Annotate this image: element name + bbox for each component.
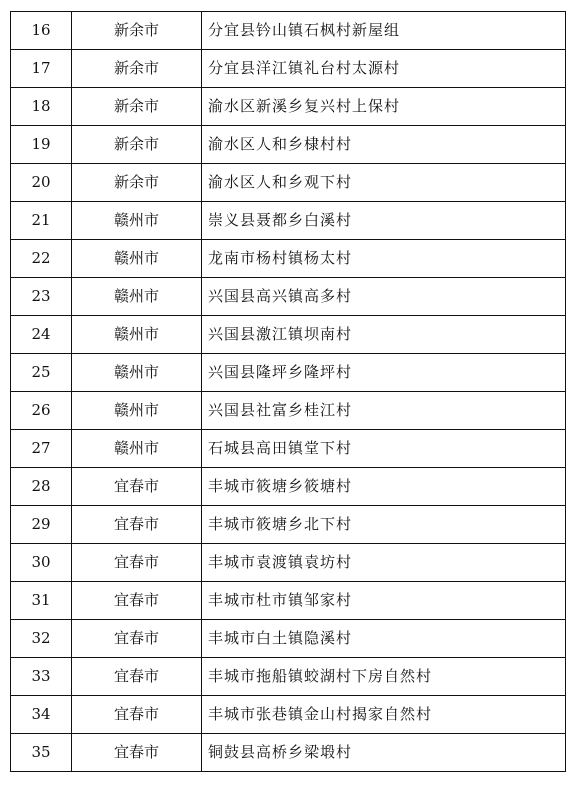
table-row: [11, 658, 566, 696]
village-cell: 丰城市拖船镇蛟湖村下房自然村: [202, 658, 566, 696]
village-cell: 兴国县高兴镇高多村: [202, 278, 566, 316]
table-row: [11, 506, 566, 544]
village-cell: 铜鼓县高桥乡梁塅村: [202, 734, 566, 772]
row-number-cell: 30: [11, 544, 72, 582]
row-number-cell: 33: [11, 658, 72, 696]
table-row: [11, 202, 566, 240]
row-number-cell: 18: [11, 88, 72, 126]
village-cell: 兴国县激江镇坝南村: [202, 316, 566, 354]
row-number-cell: 29: [11, 506, 72, 544]
table-row: [11, 734, 566, 772]
village-cell: 石城县高田镇堂下村: [202, 430, 566, 468]
village-cell: 丰城市袁渡镇袁坊村: [202, 544, 566, 582]
city-cell: 赣州市: [72, 430, 202, 468]
city-cell: 新余市: [72, 164, 202, 202]
row-number-cell: 35: [11, 734, 72, 772]
table-row: [11, 544, 566, 582]
city-cell: 宜春市: [72, 658, 202, 696]
table-row: [11, 392, 566, 430]
row-number-cell: 22: [11, 240, 72, 278]
city-cell: 赣州市: [72, 354, 202, 392]
row-number-cell: 32: [11, 620, 72, 658]
village-cell: 分宜县洋江镇礼台村太源村: [202, 50, 566, 88]
village-cell: 兴国县社富乡桂江村: [202, 392, 566, 430]
village-cell: 龙南市杨村镇杨太村: [202, 240, 566, 278]
city-cell: 新余市: [72, 12, 202, 50]
table-row: [11, 582, 566, 620]
village-cell: 崇义县聂都乡白溪村: [202, 202, 566, 240]
village-cell: 丰城市白土镇隐溪村: [202, 620, 566, 658]
city-cell: 赣州市: [72, 316, 202, 354]
table-row: [11, 354, 566, 392]
table-row: [11, 164, 566, 202]
village-cell: 丰城市杜市镇邹家村: [202, 582, 566, 620]
table-row: [11, 696, 566, 734]
row-number-cell: 21: [11, 202, 72, 240]
village-cell: 丰城市筱塘乡筱塘村: [202, 468, 566, 506]
city-cell: 新余市: [72, 50, 202, 88]
city-cell: 宜春市: [72, 506, 202, 544]
village-cell: 渝水区人和乡观下村: [202, 164, 566, 202]
city-cell: 宜春市: [72, 582, 202, 620]
table-row: [11, 88, 566, 126]
village-table-container: [10, 11, 565, 772]
city-cell: 宜春市: [72, 620, 202, 658]
table-row: [11, 316, 566, 354]
village-cell: 丰城市张巷镇金山村揭家自然村: [202, 696, 566, 734]
table-row: [11, 468, 566, 506]
table-row: [11, 50, 566, 88]
table-row: [11, 430, 566, 468]
row-number-cell: 19: [11, 126, 72, 164]
village-cell: 渝水区新溪乡复兴村上保村: [202, 88, 566, 126]
row-number-cell: 27: [11, 430, 72, 468]
city-cell: 赣州市: [72, 202, 202, 240]
village-cell: 分宜县钤山镇石枫村新屋组: [202, 12, 566, 50]
table-row: [11, 620, 566, 658]
city-cell: 新余市: [72, 88, 202, 126]
table-row: [11, 126, 566, 164]
table-row: [11, 278, 566, 316]
village-list-table: [10, 11, 566, 772]
row-number-cell: 26: [11, 392, 72, 430]
row-number-cell: 31: [11, 582, 72, 620]
table-body: [11, 12, 566, 772]
row-number-cell: 28: [11, 468, 72, 506]
city-cell: 宜春市: [72, 734, 202, 772]
row-number-cell: 20: [11, 164, 72, 202]
city-cell: 宜春市: [72, 696, 202, 734]
village-cell: 兴国县隆坪乡隆坪村: [202, 354, 566, 392]
city-cell: 新余市: [72, 126, 202, 164]
row-number-cell: 25: [11, 354, 72, 392]
city-cell: 宜春市: [72, 544, 202, 582]
row-number-cell: 17: [11, 50, 72, 88]
city-cell: 赣州市: [72, 240, 202, 278]
row-number-cell: 16: [11, 12, 72, 50]
table-row: [11, 12, 566, 50]
row-number-cell: 23: [11, 278, 72, 316]
row-number-cell: 24: [11, 316, 72, 354]
village-cell: 渝水区人和乡棣村村: [202, 126, 566, 164]
city-cell: 赣州市: [72, 278, 202, 316]
table-row: [11, 240, 566, 278]
city-cell: 宜春市: [72, 468, 202, 506]
village-cell: 丰城市筱塘乡北下村: [202, 506, 566, 544]
city-cell: 赣州市: [72, 392, 202, 430]
row-number-cell: 34: [11, 696, 72, 734]
